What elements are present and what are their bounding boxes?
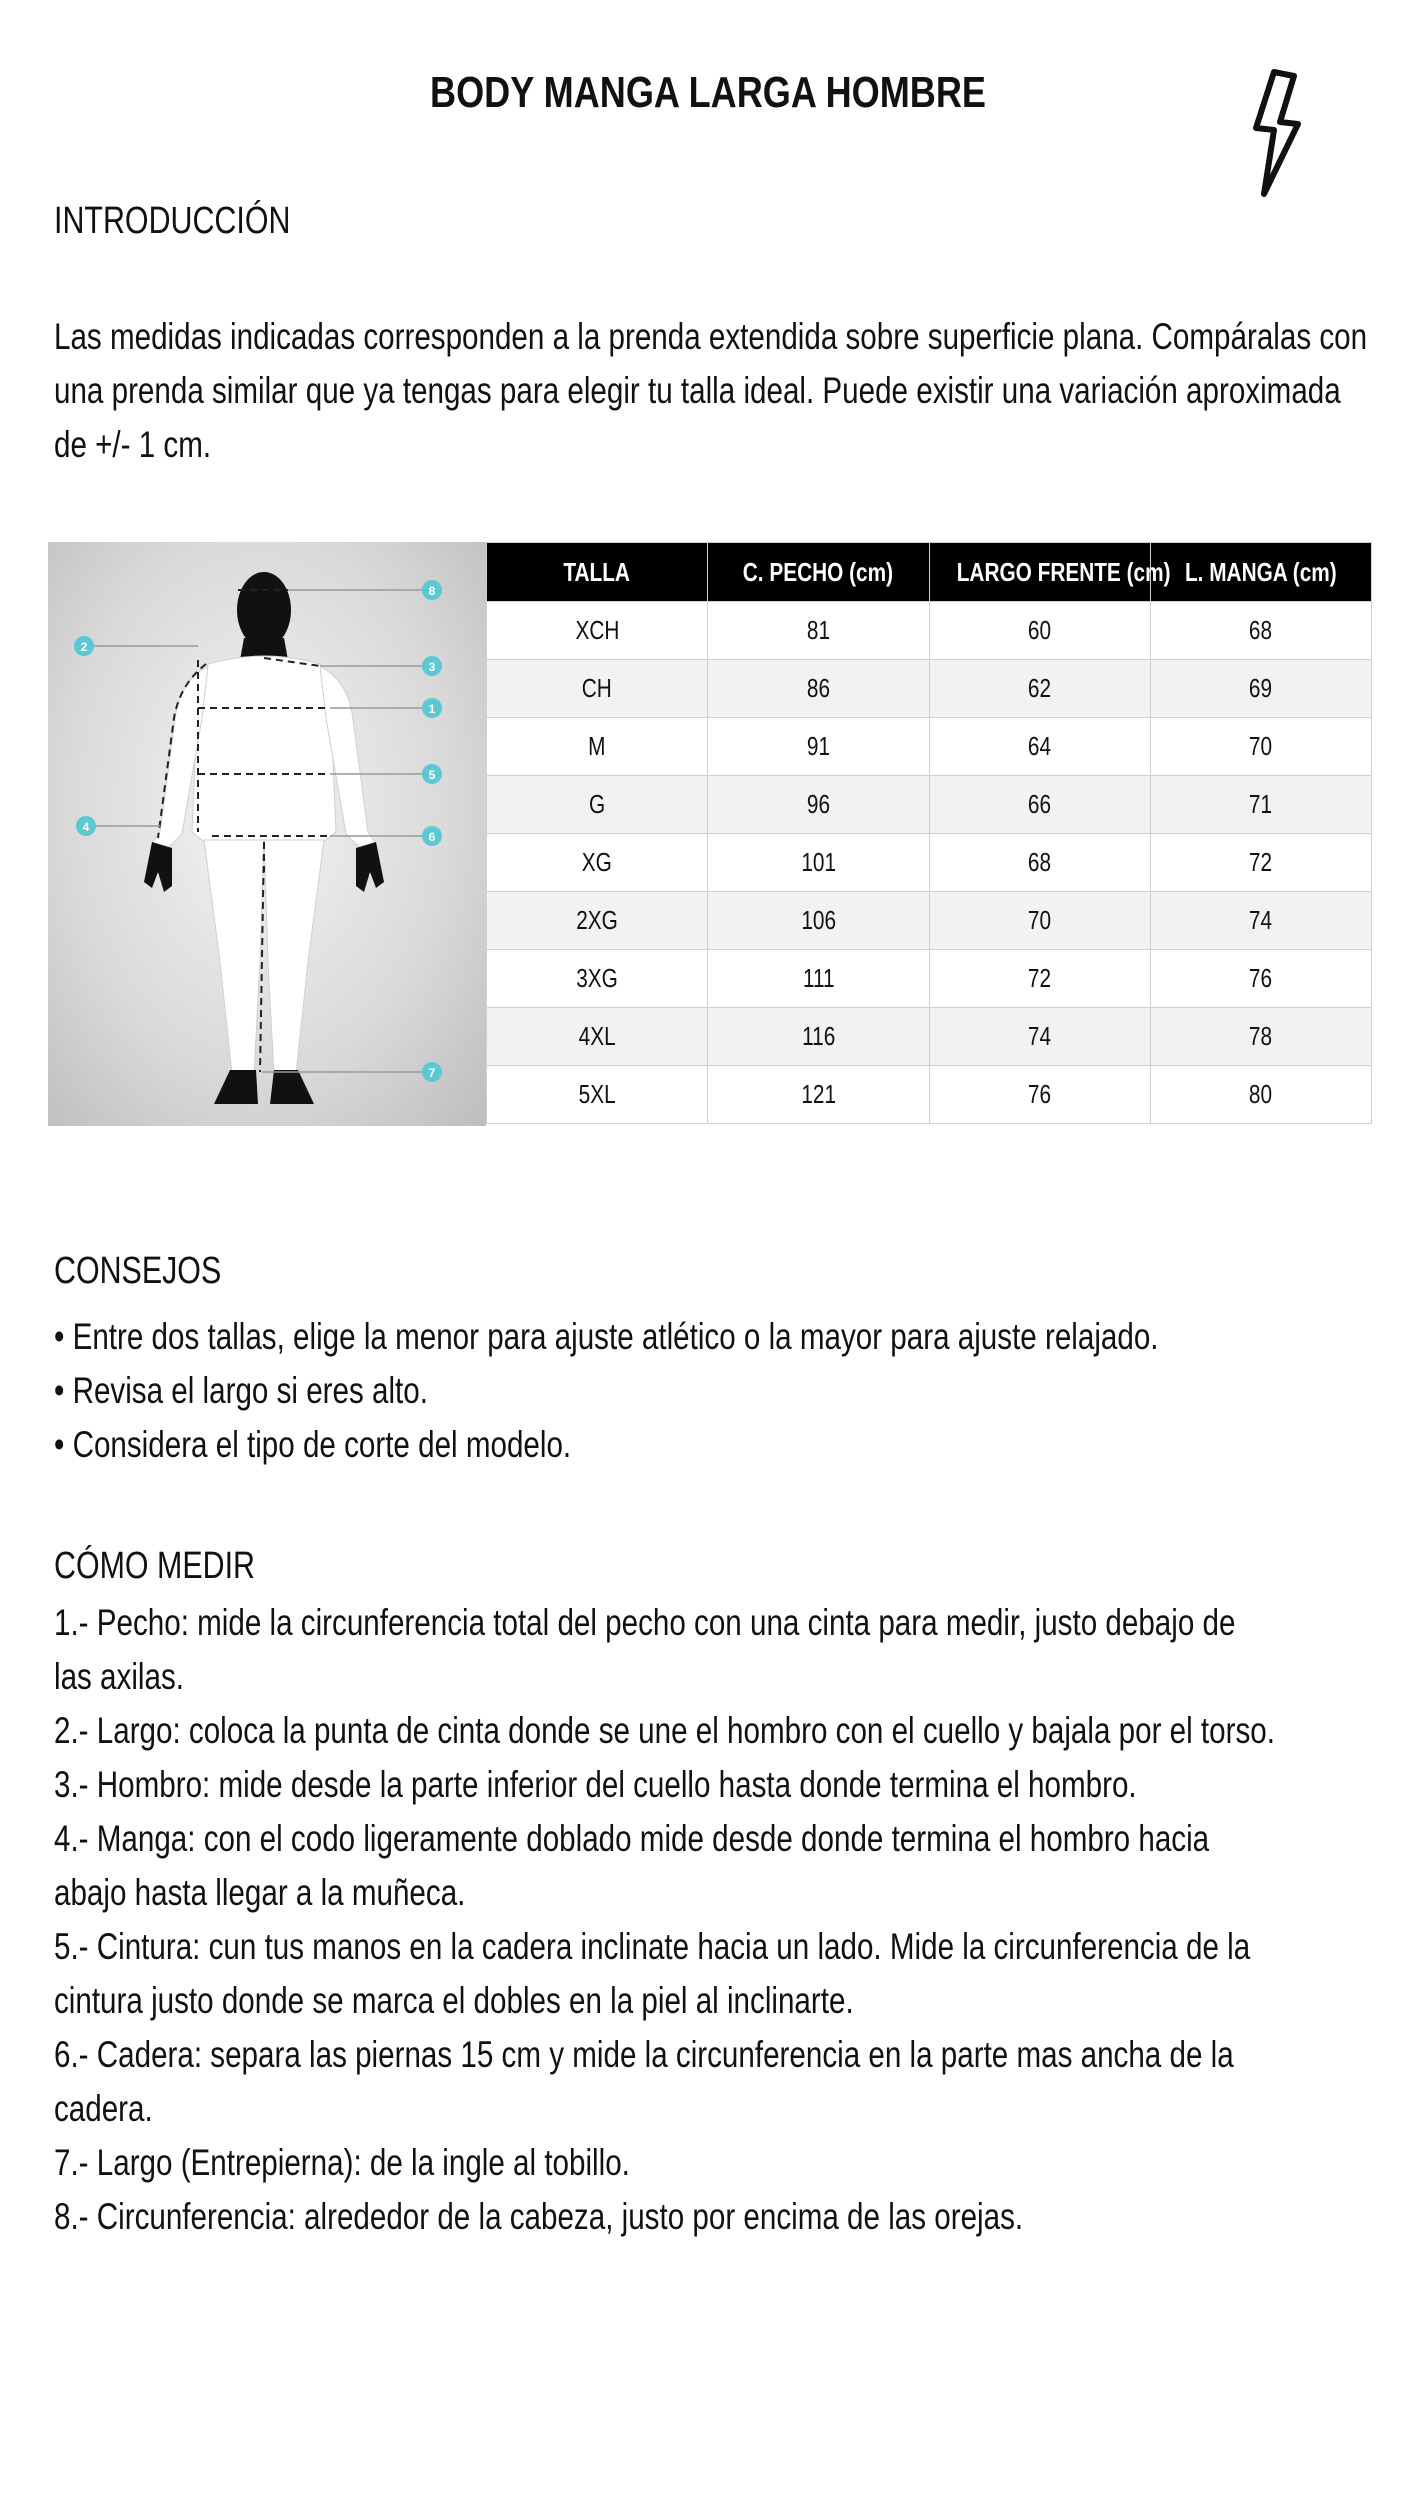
lightning-bolt-icon bbox=[1238, 66, 1308, 206]
intro-paragraph bbox=[54, 310, 1367, 472]
table-cell: 72 bbox=[929, 950, 1150, 1008]
table-cell: 78 bbox=[1150, 1008, 1371, 1066]
column-header-largo-frente: LARGO FRENTE (cm) bbox=[929, 543, 1150, 602]
table-cell: 4XL bbox=[487, 1008, 708, 1066]
marker-label: 7 bbox=[428, 1066, 436, 1080]
list-item: 5.- Cintura: cun tus manos en la cadera inclinate hacia un lado. Mide la circunferencia de la bbox=[54, 1926, 1251, 1967]
marker-label: 6 bbox=[428, 830, 436, 844]
table-cell: 111 bbox=[708, 950, 929, 1008]
table-cell: 106 bbox=[708, 892, 929, 950]
column-header-pecho: C. PECHO (cm) bbox=[708, 543, 929, 602]
como-medir-list bbox=[54, 1596, 1275, 2244]
marker-label: 1 bbox=[428, 702, 436, 716]
table-cell: 86 bbox=[708, 660, 929, 718]
intro-line: una prenda similar que ya tengas para elegir tu talla ideal. Puede existir una variación aproximada bbox=[54, 370, 1341, 411]
table-cell: XCH bbox=[487, 602, 708, 660]
marker-label: 2 bbox=[80, 640, 88, 654]
page-title: BODY MANGA LARGA HOMBRE bbox=[430, 68, 986, 117]
list-item: 6.- Cadera: separa las piernas 15 cm y mide la circunferencia en la parte mas ancha de la bbox=[54, 2034, 1234, 2075]
table-cell: 70 bbox=[929, 892, 1150, 950]
marker-label: 3 bbox=[428, 660, 436, 674]
column-header-talla: TALLA bbox=[487, 543, 708, 602]
table-cell: 3XG bbox=[487, 950, 708, 1008]
table-cell: 60 bbox=[929, 602, 1150, 660]
table-row bbox=[487, 776, 1372, 834]
marker-1 bbox=[422, 698, 442, 718]
como-medir-heading: CÓMO MEDIR bbox=[54, 1545, 255, 1587]
table-cell: 76 bbox=[1150, 950, 1371, 1008]
size-table bbox=[486, 542, 1372, 1124]
table-cell: 70 bbox=[1150, 718, 1371, 776]
marker-2 bbox=[74, 636, 94, 656]
table-row bbox=[487, 602, 1372, 660]
body-illustration bbox=[48, 542, 486, 1126]
table-row bbox=[487, 718, 1372, 776]
table-row bbox=[487, 834, 1372, 892]
table-cell: 68 bbox=[1150, 602, 1371, 660]
table-cell: 69 bbox=[1150, 660, 1371, 718]
list-item: 2.- Largo: coloca la punta de cinta donde se une el hombro con el cuello y bajala por el torso. bbox=[54, 1710, 1275, 1751]
marker-5 bbox=[422, 764, 442, 784]
table-cell: 101 bbox=[708, 834, 929, 892]
list-item: 3.- Hombro: mide desde la parte inferior del cuello hasta donde termina el hombro. bbox=[54, 1764, 1137, 1805]
table-cell: 62 bbox=[929, 660, 1150, 718]
table-row bbox=[487, 1008, 1372, 1066]
list-item: 4.- Manga: con el codo ligeramente doblado mide desde donde termina el hombro hacia bbox=[54, 1818, 1210, 1859]
table-cell: 5XL bbox=[487, 1066, 708, 1124]
table-cell: 68 bbox=[929, 834, 1150, 892]
marker-6 bbox=[422, 826, 442, 846]
table-cell: 81 bbox=[708, 602, 929, 660]
list-item: 1.- Pecho: mide la circunferencia total del pecho con una cinta para medir, justo debajo de bbox=[54, 1602, 1236, 1643]
marker-8 bbox=[422, 580, 442, 600]
table-cell: 64 bbox=[929, 718, 1150, 776]
table-cell: CH bbox=[487, 660, 708, 718]
table-cell: 121 bbox=[708, 1066, 929, 1124]
list-item: abajo hasta llegar a la muñeca. bbox=[54, 1872, 466, 1913]
table-cell: 72 bbox=[1150, 834, 1371, 892]
list-item: 8.- Circunferencia: alrededor de la cabeza, justo por encima de las orejas. bbox=[54, 2196, 1024, 2237]
table-cell: 76 bbox=[929, 1066, 1150, 1124]
consejos-heading: CONSEJOS bbox=[54, 1250, 222, 1292]
marker-4 bbox=[76, 816, 96, 836]
list-item: • Considera el tipo de corte del modelo. bbox=[54, 1424, 572, 1465]
table-cell: 74 bbox=[1150, 892, 1371, 950]
list-item: 7.- Largo (Entrepierna): de la ingle al tobillo. bbox=[54, 2142, 630, 2183]
list-item: las axilas. bbox=[54, 1656, 184, 1697]
consejos-list bbox=[54, 1310, 1159, 1472]
marker-label: 8 bbox=[428, 584, 436, 598]
intro-line: de +/- 1 cm. bbox=[54, 424, 212, 465]
list-item: cintura justo donde se marca el dobles en la piel al inclinarte. bbox=[54, 1980, 854, 2021]
table-cell: 91 bbox=[708, 718, 929, 776]
table-row bbox=[487, 660, 1372, 718]
marker-3 bbox=[422, 656, 442, 676]
marker-label: 5 bbox=[428, 768, 436, 782]
table-cell: 71 bbox=[1150, 776, 1371, 834]
measurement-figure bbox=[48, 542, 486, 1126]
table-row bbox=[487, 892, 1372, 950]
intro-heading: INTRODUCCIÓN bbox=[54, 200, 291, 242]
intro-line: Las medidas indicadas corresponden a la prenda extendida sobre superficie plana. Compáralas con bbox=[54, 316, 1368, 357]
table-cell: 116 bbox=[708, 1008, 929, 1066]
table-row bbox=[487, 1066, 1372, 1124]
table-cell: M bbox=[487, 718, 708, 776]
table-row bbox=[487, 950, 1372, 1008]
table-cell: 96 bbox=[708, 776, 929, 834]
list-item: cadera. bbox=[54, 2088, 153, 2129]
table-cell: XG bbox=[487, 834, 708, 892]
list-item: • Entre dos tallas, elige la menor para ajuste atlético o la mayor para ajuste relajado. bbox=[54, 1316, 1159, 1357]
marker-7 bbox=[422, 1062, 442, 1082]
table-cell: 66 bbox=[929, 776, 1150, 834]
marker-label: 4 bbox=[82, 820, 90, 834]
table-header-row bbox=[487, 543, 1372, 602]
table-cell: G bbox=[487, 776, 708, 834]
list-item: • Revisa el largo si eres alto. bbox=[54, 1370, 428, 1411]
table-cell: 80 bbox=[1150, 1066, 1371, 1124]
table-cell: 74 bbox=[929, 1008, 1150, 1066]
table-cell: 2XG bbox=[487, 892, 708, 950]
column-header-manga: L. MANGA (cm) bbox=[1150, 543, 1371, 602]
